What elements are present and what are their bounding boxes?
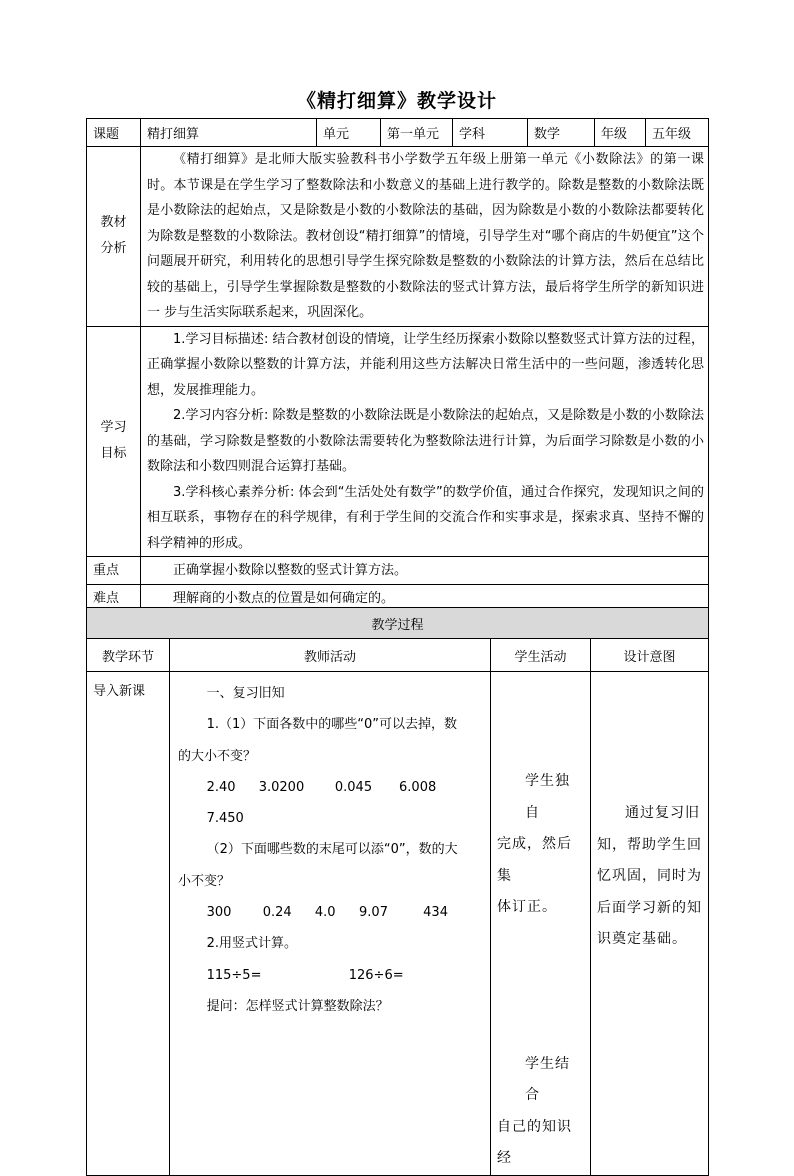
unit-value: 第一单元: [381, 119, 453, 147]
info-table: [86, 118, 709, 613]
key-point-label: 重点: [87, 557, 141, 585]
goal-item: 2.学习内容分析: 除数是整数的小数除法既是小数除法的起始点，又是除数是小数的小数除法的基础，学习除数是整数的小数除法需要转化为整数除法进行计算，为后面学习除数是小数的小数除法和小数四则混合运算打基础。: [147, 408, 704, 474]
analysis-text: 《精打细算》是北师大版实验教科书小学数学五年级上册第一单元《小数除法》的第一课时。本节课是在学生学习了整数除法和小数意义的基础上进行教学的。除数是整数的小数除法既是小数除法的起始点，又是除数是小数的小数除法的基础，因为除数是小数的小数除法都要转化为除数是整数的小数除法。教材创设“精打细算”的情境，引导学生对“哪个商店的牛奶便宜”这个问题展开研究，利用转化的思想引导学生探究除数是整数的小数除法的计算方法，然后在总结比较的基础上，引导学生掌握除数是整数的小数除法的竖式计算方法，最后将学生所学的新知识进一 步与生活实际联系起来，巩固深化。: [141, 147, 709, 327]
design-line: 识奠定基础。: [597, 931, 687, 947]
number-item: 4.0: [314, 905, 336, 921]
design-line: 忆巩固，同时为: [597, 868, 702, 884]
design-line: 知，帮助学生回: [597, 836, 702, 853]
col-student-header: 学生活动: [491, 639, 591, 672]
design-line: 后面学习新的知: [597, 899, 702, 916]
calc-line: [178, 960, 486, 991]
grade-label: 年级: [595, 119, 646, 147]
grade-value: 五年级: [646, 119, 709, 147]
number-item: 3.0200: [258, 779, 305, 795]
course-label: 课题: [87, 119, 141, 147]
subject-value: 数学: [528, 119, 595, 147]
col-stage-header: 教学环节: [87, 639, 170, 672]
key-point-text: 正确掌握小数除以整数的竖式计算方法。: [141, 557, 709, 585]
number-item: 300: [206, 905, 232, 921]
unit-label: 单元: [317, 119, 381, 147]
document-title: 《精打细算》教学设计: [296, 90, 497, 112]
student-line: 自己的知识经: [497, 1118, 572, 1166]
teacher-line: 1.（1）下面各数中的哪些“0”可以去掉，数: [206, 717, 458, 733]
course-value: 精打细算: [141, 119, 317, 147]
goal-item: 3.学科核心素养分析: 体会到“生活处处有数学”的数学价值，通过合作探究，发现知识之间的相互联系，事物存在的科学规律，有利于学生间的交流合作和实事求是，探索求真、坚持不懈的科学精神的形成。: [147, 484, 704, 551]
teacher-line: （2）下面哪些数的末尾可以添“0”，数的大: [206, 842, 458, 858]
difficulty-text: 理解商的小数点的位置是如何确定的。: [141, 585, 709, 613]
number-item: 6.008: [399, 779, 437, 795]
number-item: 9.07: [359, 905, 388, 921]
process-table: [86, 607, 709, 1176]
number-item: 434: [423, 905, 448, 921]
teacher-line: 的大小不变？: [178, 748, 257, 764]
goals-label: 学习 目标: [87, 326, 141, 557]
student-activity: [491, 672, 591, 1176]
stage-name: 导入新课: [87, 672, 170, 1176]
analysis-label: 教材 分析: [87, 147, 141, 327]
goal-item: 1.学习目标描述: 结合教材创设的情境，让学生经历探索小数除以整数竖式计算方法的过程，正确掌握小数除以整数的计算方法，并能利用这些方法解决日常生活中的一些问题，渗透转化思想，发展推理能力。: [147, 331, 704, 398]
student-line: 学生结合: [525, 1055, 570, 1103]
student-line: 体订正。: [497, 899, 557, 915]
student-line: 完成，然后集: [497, 836, 572, 884]
number-list-1: [178, 772, 486, 835]
student-line: 学生独自: [525, 773, 570, 821]
subject-label: 学科: [453, 119, 528, 147]
number-item: 0.045: [334, 779, 373, 795]
number-item: 2.40: [206, 779, 236, 795]
process-title: 教学过程: [87, 608, 709, 639]
col-teacher-header: 教师活动: [170, 639, 491, 672]
goals-content: [141, 326, 709, 557]
number-item: 7.450: [206, 811, 244, 827]
teacher-activity: [170, 672, 491, 1176]
design-intent: [591, 672, 709, 1176]
col-design-header: 设计意图: [591, 639, 709, 672]
teacher-line: 提问：怎样竖式计算整数除法？: [206, 998, 389, 1014]
calc-item: 115÷5=: [206, 967, 262, 983]
difficulty-label: 难点: [87, 585, 141, 613]
teacher-line: 小不变？: [178, 873, 231, 889]
number-item: 0.24: [262, 905, 292, 921]
teacher-line: 2.用竖式计算。: [206, 936, 297, 952]
teacher-line: 一、复习旧知: [206, 686, 285, 701]
calc-item: 126÷6=: [348, 967, 404, 983]
design-line: 通过复习旧: [625, 805, 700, 821]
number-list-2: [178, 897, 486, 928]
